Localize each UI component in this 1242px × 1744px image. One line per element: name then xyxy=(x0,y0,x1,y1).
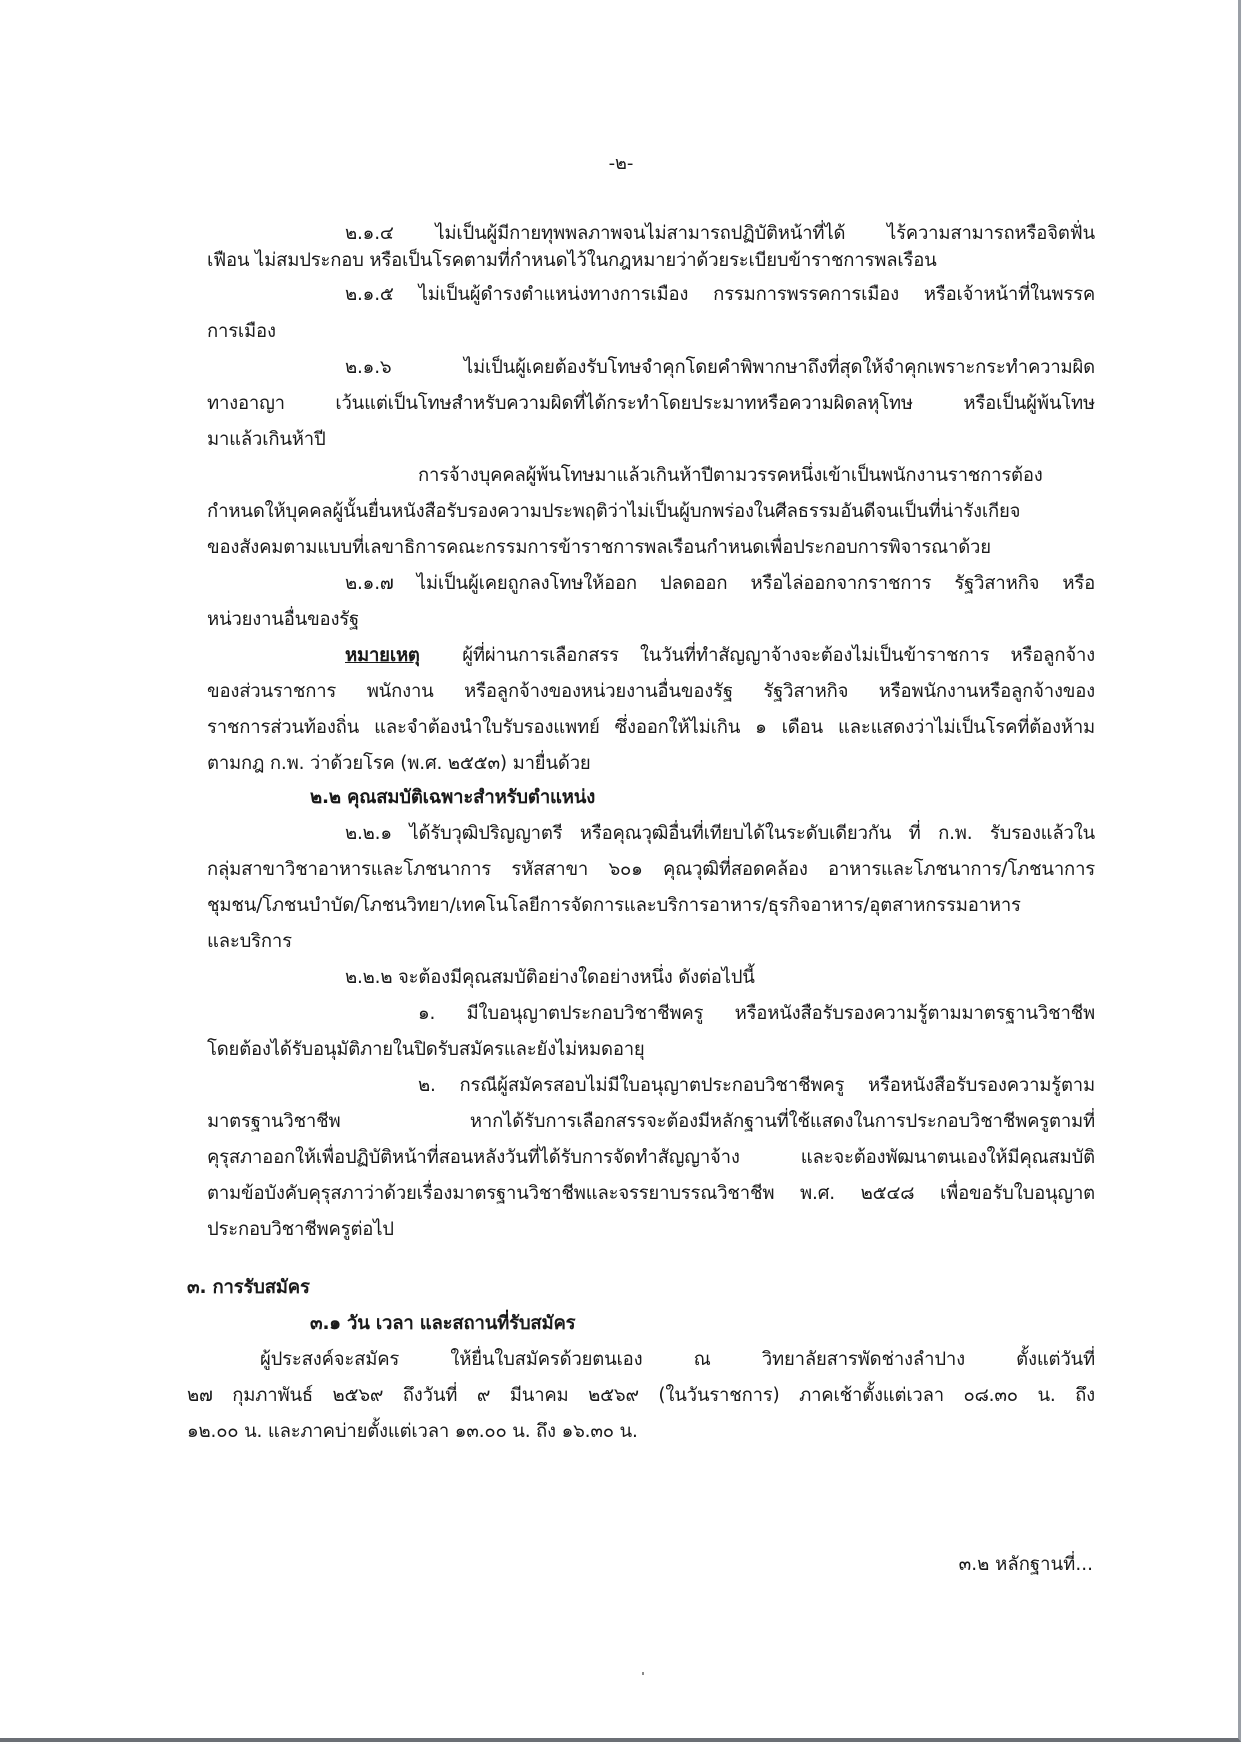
item-2-2-2-line-1: ๒.๒.๒ จะต้องมีคุณสมบัติอย่างใดอย่างหนึ่ง ดังต่อไปนี้ xyxy=(345,967,755,988)
remark-line-4: ตามกฎ ก.พ. ว่าด้วยโรค (พ.ศ. ๒๕๕๓) มายื่นด้วย xyxy=(207,753,591,774)
page-number: -๒- xyxy=(608,153,634,174)
scan-speck xyxy=(642,1672,644,1675)
item-2-2-1-line-4: และบริการ xyxy=(207,931,292,952)
item-2-2-1-line-1: ๒.๒.๑ ได้รับวุฒิปริญญาตรี หรือคุณวุฒิอื่นที่เทียบได้ในระดับเดียวกัน ที่ ก.พ. รับรองแล้วใน xyxy=(345,823,1095,844)
section-3-heading: ๓. การรับสมัคร xyxy=(187,1277,310,1298)
remark-line-1 xyxy=(345,644,1095,668)
remark-line-3: ราชการส่วนท้องถิ่น และจำต้องนำใบรับรองแพทย์ ซึ่งออกให้ไม่เกิน ๑ เดือน และแสดงว่าไม่เป็นโรคที่ต้องห้าม xyxy=(207,717,1095,738)
item-2-1-6-note-line-2: กำหนดให้บุคคลผู้นั้นยื่นหนังสือรับรองความประพฤติว่าไม่เป็นผู้บกพร่องในศีลธรรมอันดีจนเป็นที่น่ารังเกียจ xyxy=(207,501,1021,522)
section-3-1-body-line-1: ผู้ประสงค์จะสมัคร ให้ยื่นใบสมัครด้วยตนเอง ณ วิทยาลัยสารพัดช่างลำปาง ตั้งแต่วันที่ xyxy=(260,1349,1095,1370)
item-2-1-4-line-2: เฟือน ไม่สมประกอบ หรือเป็นโรคตามที่กำหนดไว้ในกฎหมายว่าด้วยระเบียบข้าราชการพลเรือน xyxy=(207,250,937,271)
option-2-line-1: ๒. กรณีผู้สมัครสอบไม่มีใบอนุญาตประกอบวิชาชีพครู หรือหนังสือรับรองความรู้ตาม xyxy=(418,1075,1095,1096)
item-2-1-5-line-2: การเมือง xyxy=(207,321,276,342)
item-2-1-6-note-line-1: การจ้างบุคคลผู้พ้นโทษมาแล้วเกินห้าปีตามวรรคหนึ่งเข้าเป็นพนักงานราชการต้อง xyxy=(418,465,1043,486)
remark-line-2: ของส่วนราชการ พนักงาน หรือลูกจ้างของหน่วยงานอื่นของรัฐ รัฐวิสาหกิจ หรือพนักงานหรือลูกจ้างของ xyxy=(207,681,1095,702)
option-1-line-2: โดยต้องได้รับอนุมัติภายในปิดรับสมัครและยังไม่หมดอายุ xyxy=(207,1039,645,1060)
section-3-1-heading: ๓.๑ วัน เวลา และสถานที่รับสมัคร xyxy=(310,1313,576,1334)
option-1-line-1: ๑. มีใบอนุญาตประกอบวิชาชีพครู หรือหนังสือรับรองความรู้ตามมาตรฐานวิชาชีพ xyxy=(418,1003,1095,1024)
item-2-1-6-line-2: ทางอาญา เว้นแต่เป็นโทษสำหรับความผิดที่ได้กระทำโดยประมาทหรือความผิดลหุโทษ หรือเป็นผู้พ้นโทษ xyxy=(207,393,1095,414)
item-2-1-6-line-1: ๒.๑.๖ ไม่เป็นผู้เคยต้องรับโทษจำคุกโดยคำพิพากษาถึงที่สุดให้จำคุกเพราะกระทำความผิด xyxy=(345,357,1095,378)
item-2-1-6-line-3: มาแล้วเกินห้าปี xyxy=(207,429,326,450)
option-2-line-4: ตามข้อบังคับคุรุสภาว่าด้วยเรื่องมาตรฐานวิชาชีพและจรรยาบรรณวิชาชีพ พ.ศ. ๒๕๔๘ เพื่อขอรับใบอนุญาต xyxy=(207,1183,1095,1204)
item-2-2-1-line-3: ชุมชน/โภชนบำบัด/โภชนวิทยา/เทคโนโลยีการจัดการและบริการอาหาร/ธุรกิจอาหาร/อุตสาหกรรมอาหาร xyxy=(207,895,1021,916)
continuation-marker: ๓.๒ หลักฐานที่... xyxy=(958,1554,1093,1575)
section-3-1-body-line-2: ๒๗ กุมภาพันธ์ ๒๕๖๙ ถึงวันที่ ๙ มีนาคม ๒๕๖๙ (ในวันราชการ) ภาคเช้าตั้งแต่เวลา ๐๘.๓๐ น. ถึง xyxy=(187,1385,1095,1406)
section-2-2-heading: ๒.๒ คุณสมบัติเฉพาะสำหรับตำแหน่ง xyxy=(310,787,596,808)
item-2-1-7-line-1: ๒.๑.๗ ไม่เป็นผู้เคยถูกลงโทษให้ออก ปลดออก หรือไล่ออกจากราชการ รัฐวิสาหกิจ หรือ xyxy=(345,573,1095,594)
item-2-1-6-note-line-3: ของสังคมตามแบบที่เลขาธิการคณะกรรมการข้าราชการพลเรือนกำหนดเพื่อประกอบการพิจารณาด้วย xyxy=(207,537,991,558)
option-2-line-3: คุรุสภาออกให้เพื่อปฏิบัติหน้าที่สอนหลังวันที่ได้รับการจัดทำสัญญาจ้าง และจะต้องพัฒนาตนเองให้มีคุณสมบัติ xyxy=(207,1147,1095,1168)
option-2-line-2: มาตรฐานวิชาชีพ หากได้รับการเลือกสรรจะต้องมีหลักฐานที่ใช้แสดงในการประกอบวิชาชีพครูตามที่ xyxy=(207,1111,1095,1132)
item-2-1-5-line-1: ๒.๑.๕ ไม่เป็นผู้ดำรงตำแหน่งทางการเมือง กรรมการพรรคการเมือง หรือเจ้าหน้าที่ในพรรค xyxy=(345,284,1095,305)
section-3-1-body-line-3: ๑๒.๐๐ น. และภาคบ่ายตั้งแต่เวลา ๑๓.๐๐ น. ถึง ๑๖.๓๐ น. xyxy=(187,1421,638,1442)
item-2-1-4-line-1: ๒.๑.๔ ไม่เป็นผู้มีกายทุพพลภาพจนไม่สามารถปฏิบัติหน้าที่ได้ ไร้ความสามารถหรือจิตฟั่น xyxy=(345,223,1095,244)
item-2-2-1-line-2: กลุ่มสาขาวิชาอาหารและโภชนาการ รหัสสาขา ๖๐๑ คุณวุฒิที่สอดคล้อง อาหารและโภชนาการ/โภชนาการ xyxy=(207,859,1095,880)
option-2-line-5: ประกอบวิชาชีพครูต่อไป xyxy=(207,1219,394,1240)
remark-line-1-text: ผู้ที่ผ่านการเลือกสรร ในวันที่ทำสัญญาจ้างจะต้องไม่เป็นข้าราชการ หรือลูกจ้าง xyxy=(462,645,1095,666)
item-2-1-7-line-2: หน่วยงานอื่นของรัฐ xyxy=(207,609,360,630)
remark-label: หมายเหตุ xyxy=(345,645,420,666)
